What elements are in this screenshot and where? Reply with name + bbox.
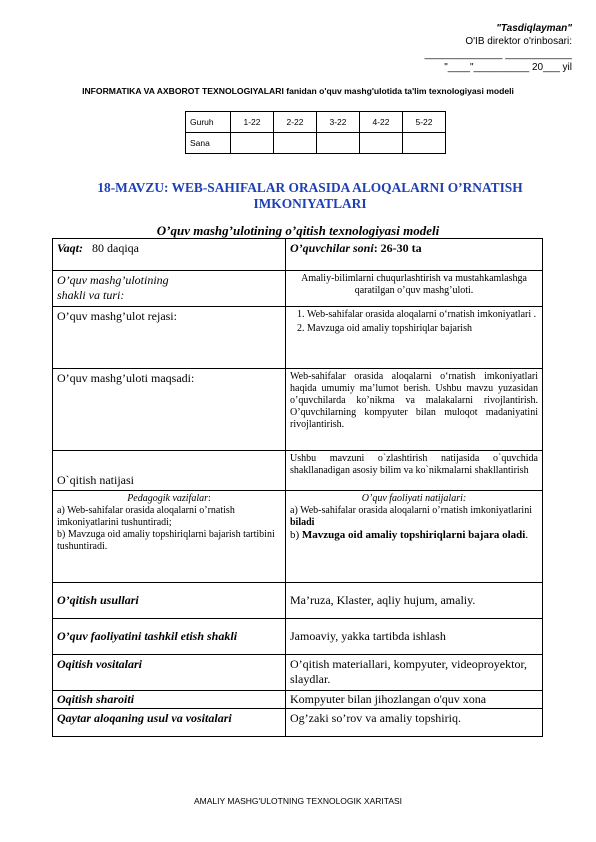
lesson-model-table bbox=[52, 238, 543, 737]
tasks-row bbox=[53, 491, 543, 583]
result-label: O`qitish natijasi bbox=[53, 451, 286, 491]
pedagogical-tasks-title: Pedagogik vazifalar bbox=[127, 493, 209, 504]
methods-label: O’qitish usullari bbox=[53, 583, 286, 619]
topic-title-line: 18-MAVZU: WEB-SAHIFALAR ORASIDA ALOQALARNI O’RNATISH bbox=[97, 180, 523, 195]
activity-result: b) Mavzuga oid amaliy topshiriqlarni bajara oladi. bbox=[290, 529, 529, 541]
plan-cell bbox=[286, 307, 543, 369]
group-cell: 4-22 bbox=[360, 112, 403, 133]
conditions-row bbox=[53, 691, 543, 709]
result-value: Ushbu mavzuni o`zlashtirish natijasida o`quvchida shakllanadigan asosiy bilim va ko`nikmalarni shakllantirish bbox=[286, 451, 543, 491]
feedback-value: Og’zaki so’rov va amaliy topshiriq. bbox=[286, 709, 543, 737]
form-label-cell bbox=[53, 271, 286, 307]
pedagogical-task: b) Mavzuga oid amaliy topshiriqlarni bajarish tartibini tushuntiradi. bbox=[57, 529, 275, 552]
date-cell bbox=[403, 133, 446, 154]
group-date-table bbox=[185, 111, 446, 154]
date-row bbox=[186, 133, 446, 154]
tools-value: O’qitish materiallari, kompyuter, videoproyektor, slaydlar. bbox=[286, 655, 543, 691]
date-cell bbox=[317, 133, 360, 154]
group-cell: 3-22 bbox=[317, 112, 360, 133]
methods-row bbox=[53, 583, 543, 619]
date-cell bbox=[274, 133, 317, 154]
organization-value: Jamoaviy, yakka tartibda ishlash bbox=[286, 619, 543, 655]
students-value: : 26-30 ta bbox=[373, 241, 422, 255]
approval-title: "Tasdiqlayman" bbox=[496, 23, 572, 34]
purpose-value: Web-sahifalar orasida aloqalarni o‘rnatish imkoniyatlari haqida umumiy ma’lumot berish. Ushbu mavzu yuzasidan o’quvchilarda ko’nikma va malakalarni rivojlantirish. O’quvchilarning kompyuter bilan muloqot madaniyatini rivojlantirish. bbox=[286, 369, 543, 451]
date-cell bbox=[231, 133, 274, 154]
pedagogical-task: a) Web-sahifalar orasida aloqalarni o’rnatish imkoniyatlarini tushuntiradi; bbox=[57, 505, 235, 528]
form-row bbox=[53, 271, 543, 307]
organization-label: O’quv faoliyatini tashkil etish shakli bbox=[53, 619, 286, 655]
form-label: shakli va turi: bbox=[57, 288, 125, 302]
activity-result: a) Web-sahifalar orasida aloqalarni o’rnatish imkoniyatlarini biladi bbox=[290, 505, 532, 528]
result-row bbox=[53, 451, 543, 491]
form-value: Amaliy-bilimlarni chuqurlashtirish va mustahkamlashga qaratilgan o’quv mashg’uloti. bbox=[286, 271, 543, 307]
topic-title-line: IMKONIYATLARI bbox=[253, 196, 367, 211]
time-value: 80 daqiqa bbox=[92, 241, 140, 255]
document-header: INFORMATIKA VA AXBOROT TEXNOLOGIYALARI fanidan o'quv mashg'ulotida ta'lim texnologiyasi modeli bbox=[82, 86, 514, 96]
group-row bbox=[186, 112, 446, 133]
plan-label: O’quv mashg’ulot rejasi: bbox=[53, 307, 286, 369]
plan-list bbox=[290, 309, 538, 335]
conditions-value: Kompyuter bilan jihozlangan o'quv xona bbox=[286, 691, 543, 709]
form-label: O’quv mashg’ulotining bbox=[57, 273, 169, 287]
page-footer: AMALIY MASHG'ULOTNING TEXNOLOGIK XARITASI bbox=[193, 796, 403, 806]
activity-results-cell bbox=[286, 491, 543, 583]
time-cell bbox=[53, 239, 286, 271]
group-label: Guruh bbox=[186, 112, 231, 133]
feedback-label: Qaytar aloqaning usul va vositalari bbox=[53, 709, 286, 737]
students-cell bbox=[286, 239, 543, 271]
time-label: Vaqt: bbox=[57, 241, 84, 255]
group-cell: 1-22 bbox=[231, 112, 274, 133]
plan-item: 1. Web-sahifalar orasida aloqalarni o‘rnatish imkoniyatlari . bbox=[307, 309, 538, 321]
approval-block bbox=[372, 22, 572, 74]
approval-position: O'IB direktor o'rinbosari: bbox=[465, 36, 572, 47]
model-title: O’quv mashg’ulotining o’qitish texnologiyasi modeli bbox=[156, 223, 440, 238]
tools-label: Oqitish vositalari bbox=[53, 655, 286, 691]
plan-item: 2. Mavzuga oid amaliy topshiriqlar bajarish bbox=[307, 323, 538, 335]
purpose-label: O’quv mashg’uloti maqsadi: bbox=[53, 369, 286, 451]
group-cell: 2-22 bbox=[274, 112, 317, 133]
date-label: Sana bbox=[186, 133, 231, 154]
students-label: O’quvchilar soni bbox=[290, 241, 374, 255]
plan-row bbox=[53, 307, 543, 369]
purpose-row bbox=[53, 369, 543, 451]
approval-date-line: "____"__________ 20___ yil bbox=[444, 62, 572, 73]
organization-row bbox=[53, 619, 543, 655]
date-cell bbox=[360, 133, 403, 154]
feedback-row bbox=[53, 709, 543, 737]
time-row bbox=[53, 239, 543, 271]
approval-signature-line: ______________ ____________ bbox=[424, 49, 572, 60]
pedagogical-tasks-cell: Pedagogik vazifalar: a) Web-sahifalar orasida aloqalarni o’rnatish imkoniyatlarini tushuntiradi; b) Mavzuga oid amaliy topshiriqlarni bajarish tartibini tushuntiradi. bbox=[53, 491, 286, 583]
activity-results-title: O’quv faoliyati natijalari: bbox=[361, 493, 467, 504]
group-cell: 5-22 bbox=[403, 112, 446, 133]
conditions-label: Oqitish sharoiti bbox=[53, 691, 286, 709]
tools-row bbox=[53, 655, 543, 691]
methods-value: Ma’ruza, Klaster, aqliy hujum, amaliy. bbox=[286, 583, 543, 619]
topic-title bbox=[60, 180, 560, 212]
